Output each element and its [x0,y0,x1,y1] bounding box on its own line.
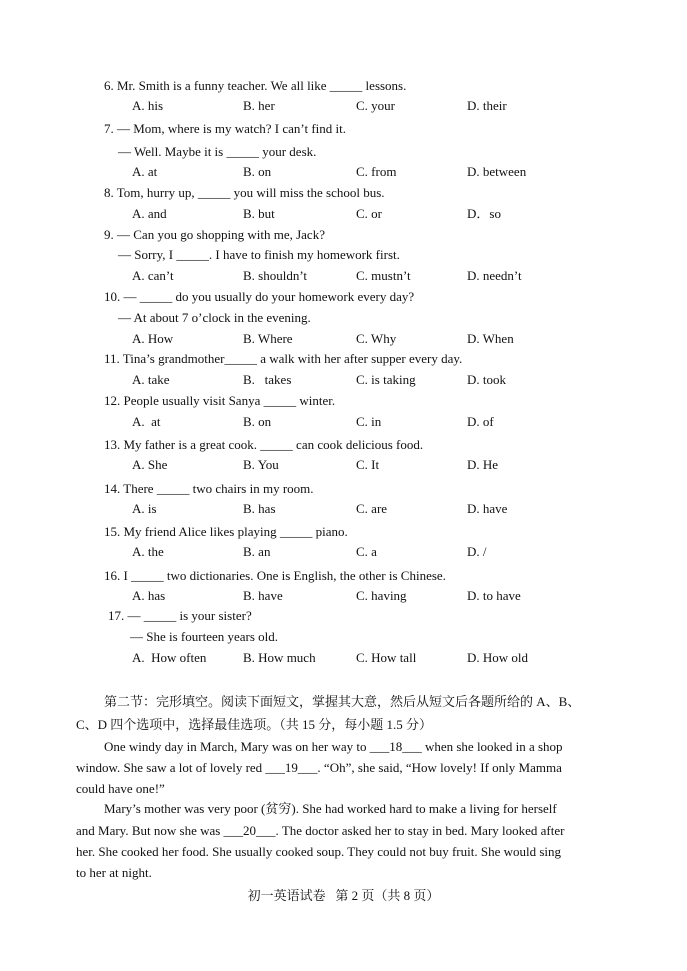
option-d: D. their [467,98,507,113]
question-stem: My father is a great cook. _____ can cook delicious food. [123,437,424,452]
question-10: 10. — _____ do you usually do your homework every day? [104,289,415,304]
option-c: C. from [356,164,397,179]
question-8: 8. Tom, hurry up, _____ you will miss the school bus. [104,185,385,200]
option-c: C. is taking [356,372,416,387]
option-c: C. mustn’t [356,268,411,283]
passage-line: her. She cooked her food. She usually cooked soup. They could not buy fruit. She would sing [76,844,562,859]
option-a: A. She [132,457,168,472]
question-7: 7. — Mom, where is my watch? I can’t find it. [104,121,347,136]
option-b: B. but [243,206,275,221]
option-c: C. It [356,457,380,472]
section-heading: 第二节：完形填空。阅读下面短文，掌握其大意，然后从短文后各题所给的 A、B、 [104,694,581,709]
option-b: B. on [243,164,272,179]
question-9: 9. — Can you go shopping with me, Jack? [104,227,325,242]
option-d: D. / [467,544,487,559]
option-c: C. or [356,206,382,221]
question-13: 13. My father is a great cook. _____ can cook delicious food. [104,437,424,452]
option-c: C. Why [356,331,397,346]
option-b: B. has [243,501,276,516]
question-17: 17. — _____ is your sister? [108,608,252,623]
question-stem: — Mom, where is my watch? I can’t find it. [117,121,347,136]
section-heading-line2: C、D 四个选项中，选择最佳选项。（共 15 分，每小题 1.5 分） [76,717,433,732]
option-a: A. and [132,206,167,221]
question-12: 12. People usually visit Sanya _____ winter. [104,393,336,408]
option-c: C. having [356,588,407,603]
question-15: 15. My friend Alice likes playing _____ piano. [104,524,348,539]
option-b: B. takes [243,372,292,387]
passage-line: could have one!” [76,781,165,796]
option-d: D. needn’t [467,268,522,283]
option-a: A. his [132,98,164,113]
option-c: C. How tall [356,650,417,665]
option-a: A. at [132,164,158,179]
option-d: D. between [467,164,527,179]
question-stem: — _____ do you usually do your homework every day? [123,289,415,304]
option-d: D. to have [467,588,521,603]
passage-line: Mary’s mother was very poor (贫穷). She had worked hard to make a living for herself [104,801,557,816]
option-a: A. the [132,544,164,559]
option-b: B. an [243,544,271,559]
question-stem: There _____ two chairs in my room. [123,481,314,496]
option-b: B. have [243,588,283,603]
question-6: 6. Mr. Smith is a funny teacher. We all like _____ lessons. [104,78,407,93]
question-stem: I _____ two dictionaries. One is English, the other is Chinese. [123,568,446,583]
option-b: B. on [243,414,272,429]
option-d: D．so [467,206,501,221]
question-16: 16. I _____ two dictionaries. One is English, the other is Chinese. [104,568,446,583]
option-c: C. are [356,501,388,516]
question-stem-line2: — At about 7 o’clock in the evening. [118,310,311,325]
option-d: D. took [467,372,506,387]
option-a: A. at [132,414,161,429]
option-b: B. her [243,98,275,113]
page-footer: 初一英语试卷 第 2 页（共 8 页） [247,888,440,903]
option-c: C. your [356,98,395,113]
option-d: D. have [467,501,508,516]
passage-line: window. She saw a lot of lovely red ___19___. “Oh”, she said, “How lovely! If only Mamma [76,760,562,775]
question-stem: — Can you go shopping with me, Jack? [117,227,325,242]
option-a: A. How often [132,650,207,665]
option-a: A. take [132,372,170,387]
option-d: D. of [467,414,494,429]
option-d: D. When [467,331,514,346]
question-stem-line2: — She is fourteen years old. [130,629,279,644]
passage-line: to her at night. [76,865,152,880]
question-stem-line2: — Sorry, I _____. I have to finish my homework first. [118,247,400,262]
option-d: D. He [467,457,499,472]
option-b: B. Where [243,331,293,346]
question-stem: Tom, hurry up, _____ you will miss the school bus. [116,185,385,200]
passage-line: One windy day in March, Mary was on her way to ___18___ when she looked in a shop [104,739,563,754]
question-11: 11. Tina’s grandmother_____ a walk with her after supper every day. [104,351,463,366]
question-stem: Mr. Smith is a funny teacher. We all like _____ lessons. [117,78,407,93]
option-a: A. has [132,588,166,603]
option-c: C. a [356,544,377,559]
question-stem: People usually visit Sanya _____ winter. [123,393,336,408]
question-14: 14. There _____ two chairs in my room. [104,481,314,496]
option-a: A. can’t [132,268,174,283]
passage-line: and Mary. But now she was ___20___. The doctor asked her to stay in bed. Mary looked after [76,823,565,838]
option-d: D. How old [467,650,529,665]
option-b: B. shouldn’t [243,268,308,283]
option-b: B. You [243,457,279,472]
question-stem: — _____ is your sister? [127,608,252,623]
question-stem: My friend Alice likes playing _____ piano. [123,524,348,539]
question-stem: Tina’s grandmother_____ a walk with her after supper every day. [122,351,463,366]
option-a: A. is [132,501,157,516]
question-stem-line2: — Well. Maybe it is _____ your desk. [118,144,317,159]
option-b: B. How much [243,650,316,665]
option-c: C. in [356,414,382,429]
option-a: A. How [132,331,174,346]
